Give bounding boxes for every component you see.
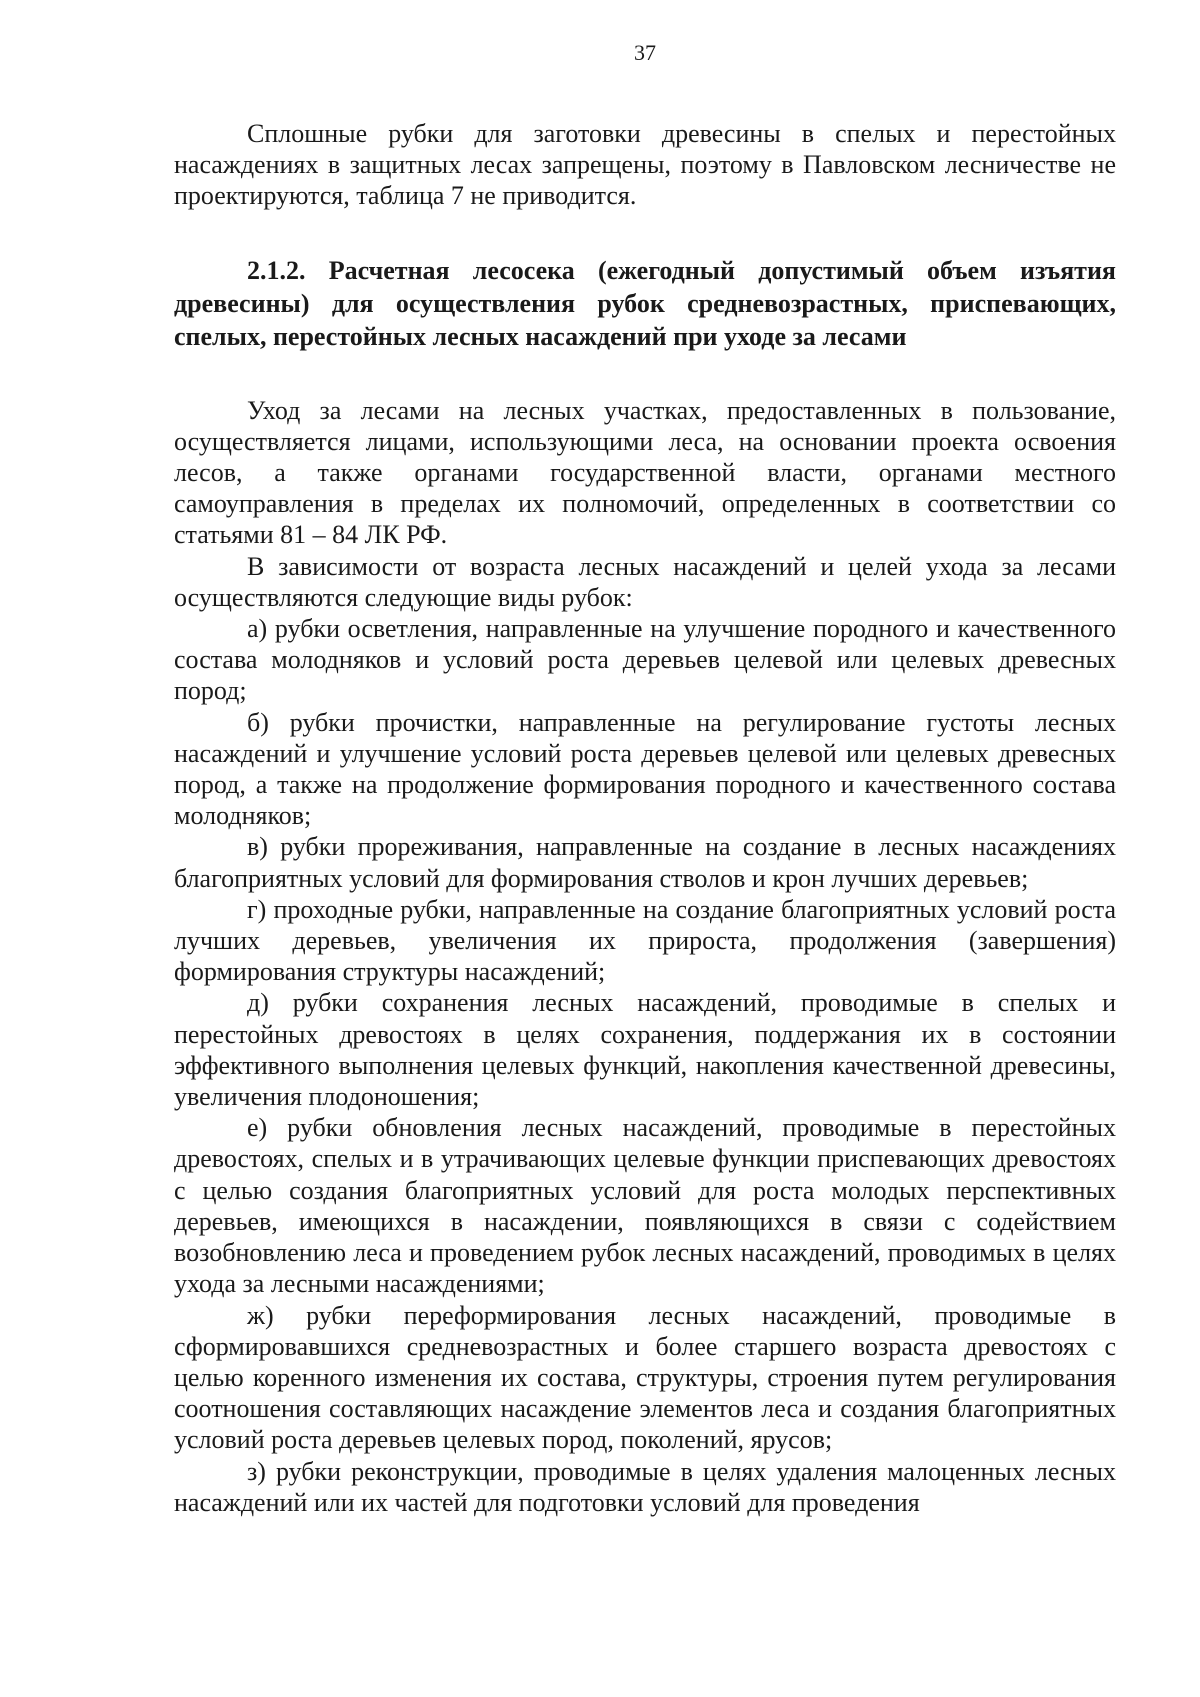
list-item-d: д) рубки сохранения лесных насаждений, проводимые в спелых и перестойных древостоях в целях сохранения, поддержания их в состоянии эффективного выполнения целевых функций, накопления качественной древесины, увеличения плодоношения;: [174, 988, 1116, 1112]
list-item-g: г) проходные рубки, направленные на создание благоприятных условий роста лучших деревьев, увеличения их прироста, продолжения (завершения) формирования структуры насаждений;: [174, 894, 1116, 987]
list-item-v: в) рубки прореживания, направленные на создание в лесных насаждениях благоприятных условий для формирования стволов и крон лучших деревьев;: [174, 832, 1116, 893]
section-heading: 2.1.2. Расчетная лесосека (ежегодный допустимый объем изъятия древесины) для осуществления рубок средневозрастных, приспевающих, спелых, перестойных лесных насаждений при уходе за лесами: [174, 255, 1116, 351]
body-paragraph: Уход за лесами на лесных участках, предоставленных в пользование, осуществляется лицами, использующими леса, на основании проекта освоения лесов, а также органами государственной власти, органами местного самоуправления в пределах их полномочий, определенных в соответствии со статьями 81 – 84 ЛК РФ.: [174, 395, 1116, 550]
body-paragraph: В зависимости от возраста лесных насаждений и целей ухода за лесами осуществляются следующие виды рубок:: [174, 551, 1116, 612]
document-page: [174, 40, 1116, 1518]
list-item-zh: ж) рубки переформирования лесных насаждений, проводимые в сформировавшихся средневозрастных и более старшего возраста древостоях с целью коренного изменения их состава, структуры, строения путем регулирования соотношения составляющих насаждение элементов леса и создания благоприятных условий роста деревьев целевых пород, поколений, ярусов;: [174, 1300, 1116, 1455]
list-item-b: б) рубки прочистки, направленные на регулирование густоты лесных насаждений и улучшение условий роста деревьев целевой или целевых древесных пород, а также на продолжение формирования породного и качественного состава молодняков;: [174, 707, 1116, 831]
list-item-z: з) рубки реконструкции, проводимые в целях удаления малоценных лесных насаждений или их частей для подготовки условий для проведения: [174, 1456, 1116, 1517]
page-number: 37: [634, 40, 656, 65]
intro-paragraph: Сплошные рубки для заготовки древесины в спелых и перестойных насаждениях в защитных лесах запрещены, поэтому в Павловском лесничестве не проектируются, таблица 7 не приводится.: [174, 119, 1116, 211]
list-item-e: е) рубки обновления лесных насаждений, проводимые в перестойных древостоях, спелых и в утрачивающих целевые функции приспевающих древостоях с целью создания благоприятных условий для роста молодых перспективных деревьев, имеющихся в насаждении, появляющихся в связи с содействием возобновлению леса и проведением рубок лесных насаждений, проводимых в целях ухода за лесными насаждениями;: [174, 1113, 1116, 1299]
list-item-a: а) рубки осветления, направленные на улучшение породного и качественного состава молодняков и условий роста деревьев целевой или целевых древесных пород;: [174, 614, 1116, 706]
